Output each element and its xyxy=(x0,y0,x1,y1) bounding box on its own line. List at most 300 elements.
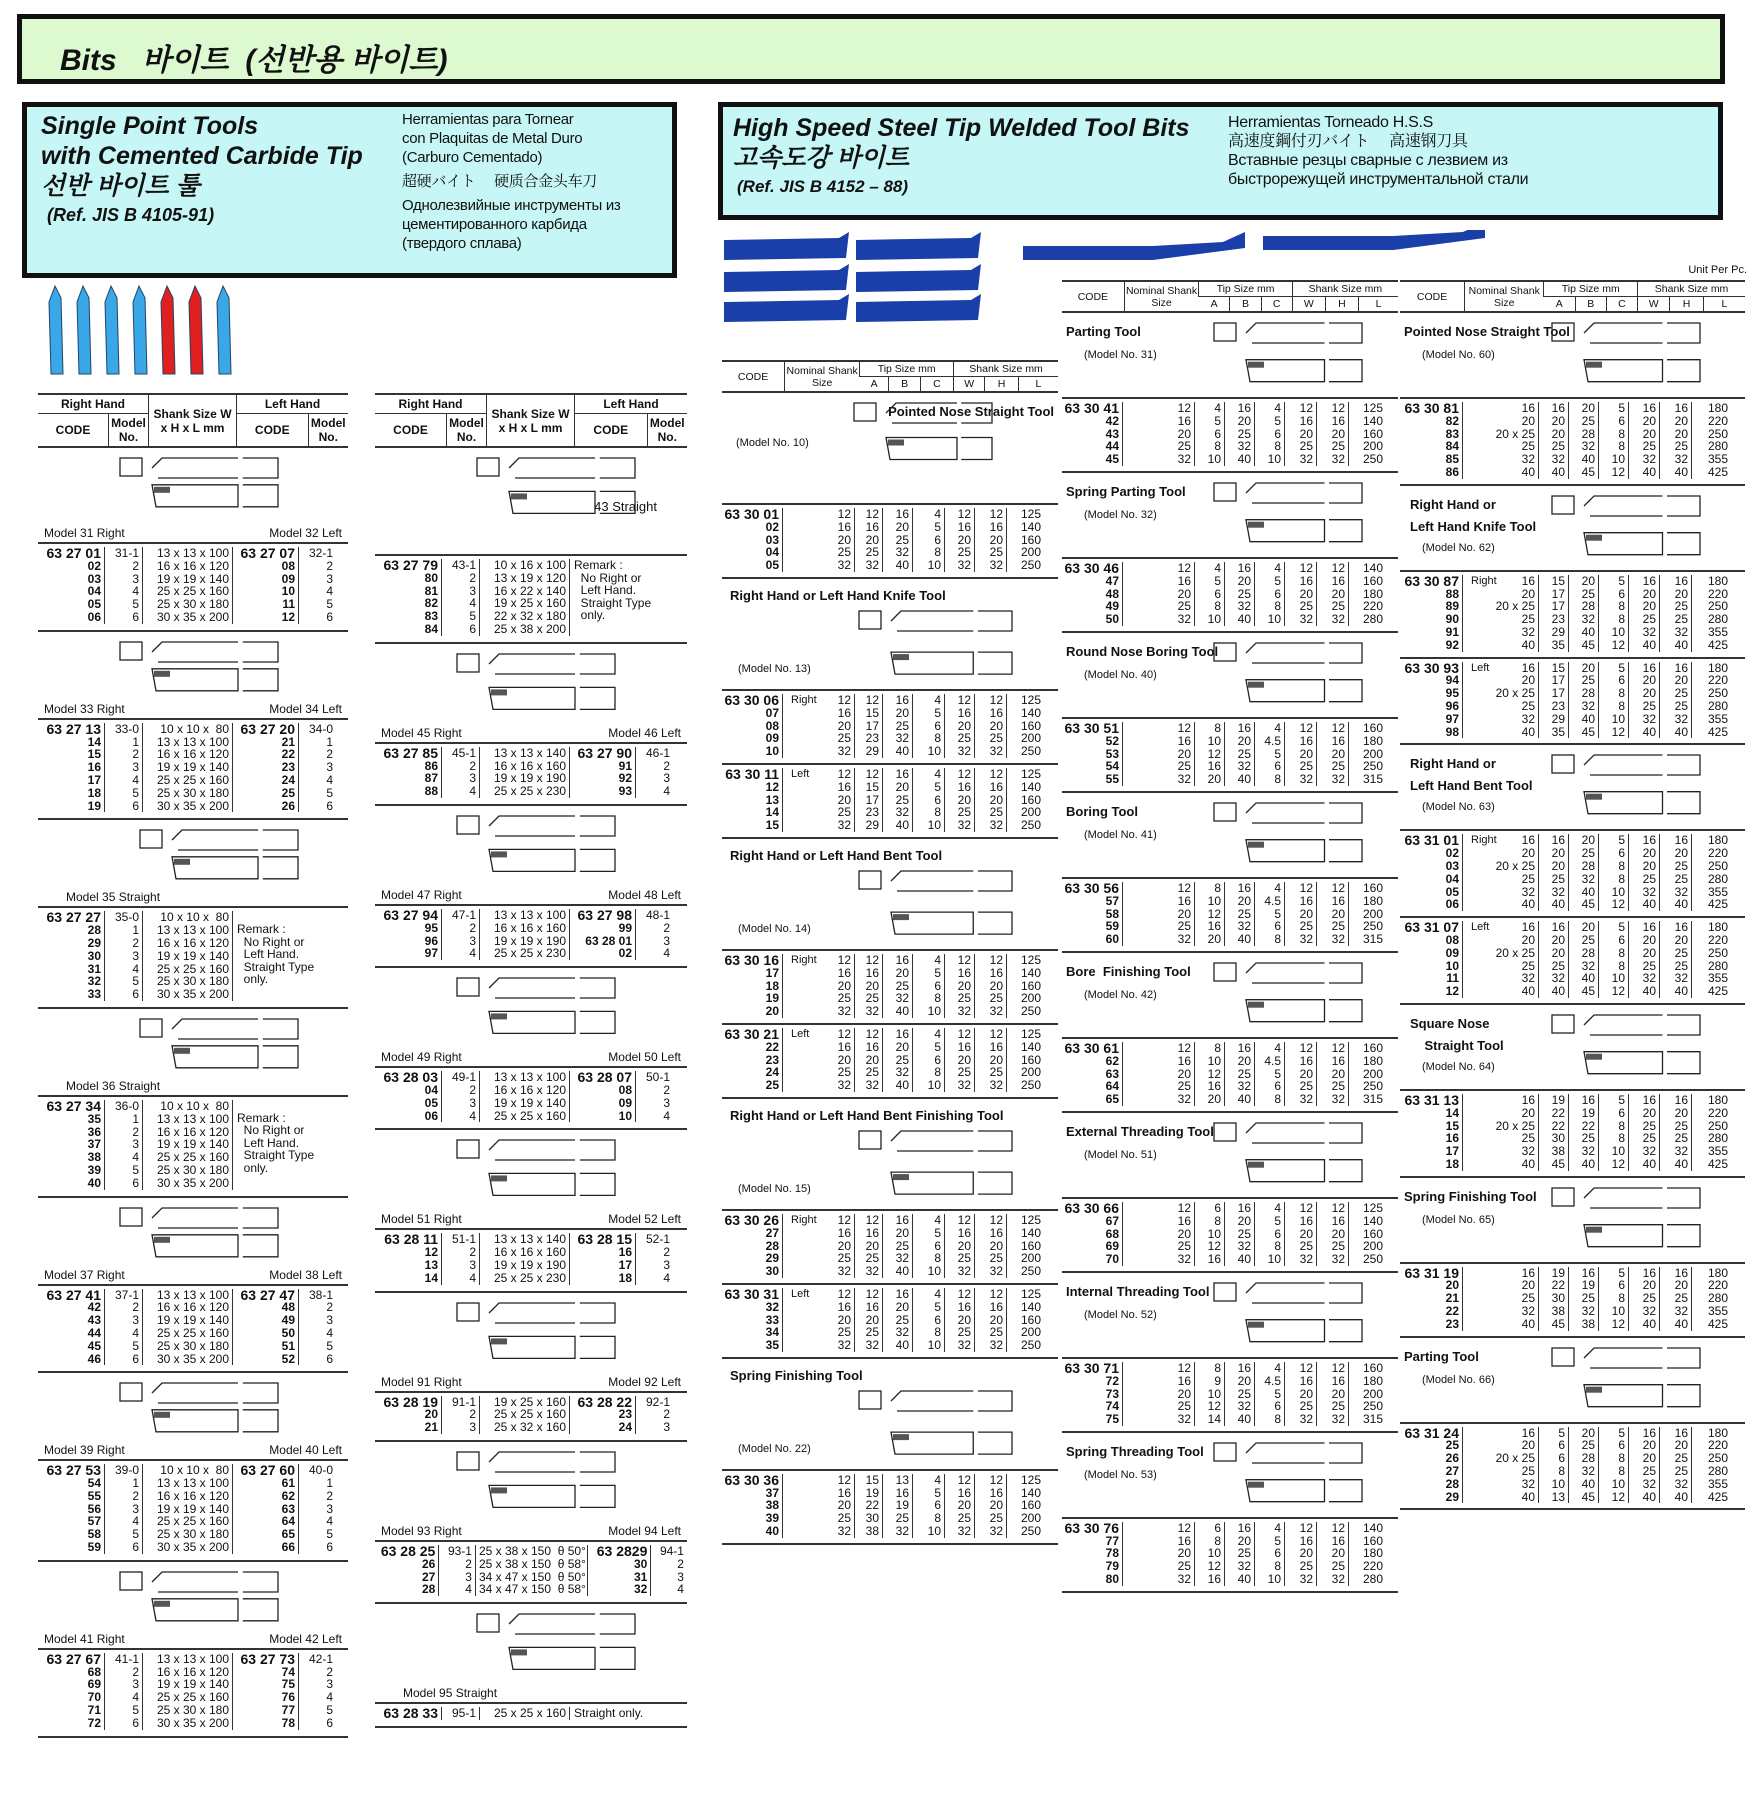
hss-section xyxy=(1400,313,1745,486)
cell-value: 160 xyxy=(1362,720,1383,735)
cell-value: 16 xyxy=(1207,1079,1221,1094)
cell-value: 25 xyxy=(895,792,909,807)
cell-value: 250 xyxy=(1362,1399,1383,1414)
cell-value: 20 xyxy=(1177,906,1191,921)
table-cell xyxy=(375,1707,441,1720)
cell-value: 16 xyxy=(837,1485,851,1500)
cell-value: 16 x 16 x 120 xyxy=(156,558,229,573)
table-cell xyxy=(1122,722,1194,786)
size-table-group xyxy=(1400,1264,1745,1338)
cell-value: 32 xyxy=(989,558,1003,573)
cell-value: 40 xyxy=(1674,897,1688,912)
cell-value: 20 xyxy=(895,705,909,720)
cell-value: 22 xyxy=(865,1498,879,1513)
cell-value: 40 xyxy=(1581,711,1595,726)
header-tip-size: Tip Size mm xyxy=(1199,281,1292,297)
cell-value: 10 xyxy=(1611,711,1625,726)
cell-value: 12 xyxy=(865,1026,879,1041)
table-cell xyxy=(1006,1214,1044,1278)
size-table-group xyxy=(1062,1519,1398,1593)
cell-value: 160 xyxy=(1020,1052,1041,1067)
cell-value: 25 xyxy=(1551,439,1565,454)
model-label-right: Model 31 Right xyxy=(44,526,125,540)
size-table-group xyxy=(722,1471,1058,1545)
table-cell xyxy=(1568,662,1598,739)
cell-value: 12 xyxy=(989,692,1003,707)
cell-value: 12 xyxy=(837,692,851,707)
cell-value: 40 xyxy=(1237,452,1251,467)
size-table-group xyxy=(722,1285,1058,1359)
cell-value: 40 xyxy=(1521,724,1535,739)
model-label-left: Model 50 Left xyxy=(608,1050,681,1065)
tool-drawing-icon xyxy=(455,1448,645,1516)
cell-value: 250 xyxy=(1707,1118,1728,1133)
cell-value: 16 xyxy=(989,1225,1003,1240)
cell-value: 19 x 19 x 140 xyxy=(156,948,229,963)
multilingual-line: (твердого сплава) xyxy=(402,235,522,252)
cell-value: 180 xyxy=(1362,733,1383,748)
cell-value: 32 xyxy=(837,818,851,833)
cell-value: 12 xyxy=(989,1472,1003,1487)
cell-value: 16 xyxy=(957,965,971,980)
hss-section xyxy=(1400,745,1745,1005)
cell-value: 10 xyxy=(1207,452,1221,467)
cell-value: 32 xyxy=(989,1004,1003,1019)
section-figure xyxy=(375,806,687,904)
header-row xyxy=(1062,281,1398,297)
table-cell xyxy=(1006,1028,1044,1092)
cell-value: 16 xyxy=(865,1299,879,1314)
cell-value: 43 xyxy=(87,1313,101,1328)
model-label-straight: Model 35 Straight xyxy=(66,890,161,905)
table-cell xyxy=(1062,559,1122,627)
cell-value: 32 xyxy=(895,805,909,820)
cell-value: 32 xyxy=(957,1264,971,1279)
section-figure xyxy=(1062,473,1398,559)
cell-value: 25 xyxy=(837,1325,851,1340)
cell-value: 4 xyxy=(1274,560,1281,575)
table-cell xyxy=(1316,1522,1348,1586)
model-label-straight: 43 Straight xyxy=(594,499,657,514)
cell-value: 2 xyxy=(132,558,139,573)
table-cell xyxy=(1659,662,1691,739)
tool-drawing-icon xyxy=(455,812,645,880)
table-cell xyxy=(1568,1267,1598,1331)
cell-value: 20 xyxy=(1299,1226,1313,1241)
table-cell xyxy=(912,1028,944,1092)
cell-value: 63 27 94 xyxy=(383,906,438,923)
cell-value: 40 xyxy=(1521,897,1535,912)
remark-line: No Right or xyxy=(574,570,642,585)
cell-value: 12 xyxy=(837,952,851,967)
cell-value: 06 xyxy=(87,609,101,624)
cell-value: 58 xyxy=(87,1527,101,1542)
tool-drawing-icon xyxy=(1550,1344,1730,1418)
cell-value: 38 xyxy=(87,1150,101,1165)
cell-value: 38 xyxy=(1551,1144,1565,1159)
cell-value: 5 xyxy=(1274,1386,1281,1401)
table-cell xyxy=(1348,402,1386,466)
tool-bit-photo xyxy=(77,286,91,374)
table-cell xyxy=(479,747,569,798)
cell-value: 45 xyxy=(87,1338,101,1353)
tool-bit-photo xyxy=(217,286,231,374)
tool-drawing-icon xyxy=(118,1379,308,1435)
cell-value: 12 xyxy=(1445,984,1459,999)
cell-value: 10 xyxy=(1207,893,1221,908)
cell-value: 220 xyxy=(1707,1278,1728,1293)
table-cell xyxy=(1691,662,1731,739)
cell-value: 4 xyxy=(1274,880,1281,895)
cell-value: 220 xyxy=(1707,1105,1728,1120)
table-cell xyxy=(587,1542,650,1597)
cell-value: 6 xyxy=(934,1052,941,1067)
cell-value: 200 xyxy=(1362,1239,1383,1254)
cell-value: 32 xyxy=(1521,624,1535,639)
tool-bit-photo xyxy=(49,286,63,374)
cell-value: 5 xyxy=(934,519,941,534)
cell-value: 6 xyxy=(934,1498,941,1513)
cell-value: 16 xyxy=(1642,1092,1656,1107)
cell-value: 20 xyxy=(1551,932,1565,947)
cell-value: 32 xyxy=(1299,772,1313,787)
cell-value: 25 xyxy=(1521,958,1535,973)
cell-value: 16 xyxy=(1581,1265,1595,1280)
cell-value: 180 xyxy=(1362,1373,1383,1388)
cell-value: 63 27 47 xyxy=(240,1286,295,1303)
model-table xyxy=(38,718,348,821)
hss-section xyxy=(722,1359,1058,1545)
cell-value: 125 xyxy=(1020,766,1041,781)
cell-value: 6 xyxy=(132,1351,139,1366)
cell-value: 20 xyxy=(1237,893,1251,908)
cell-value: 20 xyxy=(1521,1105,1535,1120)
table-cell xyxy=(1122,1522,1194,1586)
cell-value: 12 xyxy=(1177,880,1191,895)
cell-value: 63 27 73 xyxy=(240,1650,295,1667)
cell-value: 22 xyxy=(1551,1118,1565,1133)
cell-value: 4 xyxy=(1274,720,1281,735)
cell-value: 20 xyxy=(837,532,851,547)
cell-value: 32 xyxy=(1642,452,1656,467)
cell-value: 25 xyxy=(865,1325,879,1340)
model-label-straight: Model 36 Straight xyxy=(66,1078,161,1093)
cell-value: 32 xyxy=(1674,711,1688,726)
cell-value: 4 xyxy=(469,1270,476,1285)
cell-value: 82 xyxy=(1445,413,1459,428)
cell-value: 6 xyxy=(1274,426,1281,441)
cell-value: 12 xyxy=(1331,401,1345,415)
cell-value: 20 xyxy=(1642,858,1656,873)
section-figure xyxy=(722,839,1058,951)
cell-value: 10 xyxy=(1207,733,1221,748)
table-cell xyxy=(1224,402,1254,466)
cell-value: 4 xyxy=(326,772,333,787)
cell-value: 20 xyxy=(1237,1053,1251,1068)
cell-value: 20 xyxy=(957,978,971,993)
cell-value: 40 xyxy=(1237,772,1251,787)
cell-value: 4 xyxy=(663,1108,670,1123)
cell-value: 12 xyxy=(989,1026,1003,1041)
cell-value: 6 xyxy=(1558,1438,1565,1453)
cell-value: 5 xyxy=(1618,401,1625,415)
cell-value: 32 xyxy=(895,1524,909,1539)
cell-value: 8 xyxy=(1214,1040,1221,1055)
cell-value: 12 xyxy=(1177,401,1191,415)
cell-value: 52 xyxy=(1105,733,1119,748)
cell-value: 3 xyxy=(132,1313,139,1328)
table-cell xyxy=(854,1028,882,1092)
cell-value: 63 30 01 xyxy=(724,506,779,522)
table-cell xyxy=(722,951,782,1019)
cell-value: 25 xyxy=(1299,1239,1313,1254)
header-tip-size: Tip Size mm xyxy=(860,361,954,377)
cell-value: 160 xyxy=(1020,792,1041,807)
cell-value: 28 xyxy=(1581,426,1595,441)
model-number: (Model No. 66) xyxy=(1422,1373,1495,1386)
table-cell xyxy=(1659,1094,1691,1171)
cell-value: 200 xyxy=(1020,545,1041,560)
cell-value: 20 xyxy=(957,1052,971,1067)
cell-value: 20 xyxy=(1674,1438,1688,1453)
cell-value: 25 xyxy=(1331,1559,1345,1574)
cell-value: 12 xyxy=(1611,984,1625,999)
cell-value: 13 x 13 x 100 xyxy=(156,923,229,938)
cell-value: 16 xyxy=(837,519,851,534)
section-figure xyxy=(1062,1273,1398,1359)
cell-value: 180 xyxy=(1707,573,1728,588)
cell-value: 41-1 xyxy=(114,1651,139,1666)
cell-value: 30 xyxy=(765,1264,779,1279)
cell-value: 16 xyxy=(1237,1200,1251,1215)
cell-value: 20 xyxy=(1551,945,1565,960)
cell-value: 160 xyxy=(1362,426,1383,441)
cell-value: 16 xyxy=(1331,413,1345,428)
cell-value: 12 xyxy=(1331,1200,1345,1215)
table-cell xyxy=(1062,1359,1122,1427)
cell-value: 19 xyxy=(865,1485,879,1500)
table-cell xyxy=(104,1653,142,1730)
header-code: CODE xyxy=(575,414,647,448)
cell-value: 93 xyxy=(618,784,632,799)
cell-value: 20 xyxy=(837,1052,851,1067)
cell-value: 12 xyxy=(837,1026,851,1041)
cell-value: 20 x 25 xyxy=(1495,686,1535,701)
cell-value: 16 xyxy=(1177,1373,1191,1388)
cell-value: 10 xyxy=(1611,1304,1625,1319)
model-number: (Model No. 32) xyxy=(1084,508,1157,521)
model-number: (Model No. 64) xyxy=(1422,1060,1495,1073)
cell-value: 3 xyxy=(469,583,476,598)
cell-value: 20 xyxy=(895,519,909,534)
cell-value: 23 xyxy=(1551,698,1565,713)
cell-value: 25 xyxy=(989,731,1003,746)
cell-value: 180 xyxy=(1707,1092,1728,1107)
cell-value: 50 xyxy=(1105,612,1119,627)
cell-value: 63 30 51 xyxy=(1064,719,1119,736)
cell-value: 13 x 13 x 100 xyxy=(493,907,566,922)
cell-value: 425 xyxy=(1707,724,1728,739)
cell-value: 32 xyxy=(957,818,971,833)
cell-value: 13 x 13 x 100 xyxy=(156,546,229,560)
cell-value: 12 xyxy=(1177,1360,1191,1375)
carbide-tools-photo xyxy=(45,284,255,379)
table-cell xyxy=(1316,882,1348,946)
cell-value: 31 xyxy=(87,961,101,976)
cell-value: 20 xyxy=(1521,413,1535,428)
cell-value: 140 xyxy=(1020,779,1041,794)
cell-value: 13 x 13 x 100 xyxy=(493,1070,566,1085)
cell-value: 5 xyxy=(934,1225,941,1240)
header-col-l: L xyxy=(1018,377,1058,393)
cell-value: 12 xyxy=(1611,1489,1625,1504)
hss-title-line: 고속도강 바이트 xyxy=(733,144,909,172)
table-cell xyxy=(479,1233,569,1284)
cell-value: 125 xyxy=(1020,1472,1041,1487)
cell-value: 3 xyxy=(663,1420,670,1435)
model-table xyxy=(375,1228,687,1292)
cell-value: 16 xyxy=(989,705,1003,720)
tool-title: Boring Tool xyxy=(1066,803,1138,819)
cell-value: 27 xyxy=(421,1569,436,1584)
cell-value: 86 xyxy=(424,758,438,773)
cell-value: 49 xyxy=(1105,599,1119,614)
cell-value: 52-1 xyxy=(645,1232,670,1247)
cell-value: 10 xyxy=(1267,612,1281,627)
cell-value: 63 27 60 xyxy=(240,1462,295,1479)
cell-value: 180 xyxy=(1707,660,1728,675)
cell-value: 63 30 41 xyxy=(1064,400,1119,416)
cell-value: 16 xyxy=(1642,833,1656,848)
cell-value: 16 xyxy=(1581,1092,1595,1107)
cell-value: 30 x 35 x 200 xyxy=(156,798,229,813)
table-cell xyxy=(38,1286,104,1366)
table-cell xyxy=(104,911,142,1001)
cell-value: 35 xyxy=(1551,637,1565,652)
cell-value: 3 xyxy=(663,1095,670,1110)
cell-value: 16 xyxy=(1237,560,1251,575)
cell-value: 29 xyxy=(1445,1489,1459,1504)
cell-value: 4 xyxy=(132,961,139,976)
cell-value: 25 xyxy=(1674,1291,1688,1306)
cell-value: 25 xyxy=(837,805,851,820)
cell-value: 25 xyxy=(989,1325,1003,1340)
cell-value: 8 xyxy=(1214,1360,1221,1375)
cell-value: 13 x 19 x 120 xyxy=(493,570,566,585)
hss-tool-bit-photo xyxy=(856,294,981,322)
cell-value: 280 xyxy=(1707,439,1728,454)
cell-value: 12 xyxy=(989,1286,1003,1301)
cell-value: 16 xyxy=(1521,1092,1535,1107)
tool-drawing-icon xyxy=(857,867,1042,949)
table-cell xyxy=(375,906,441,961)
cell-value: 32 xyxy=(1177,1572,1191,1587)
table-cell xyxy=(782,1028,854,1092)
cell-value: 4 xyxy=(132,1150,139,1165)
table-cell xyxy=(1598,921,1628,998)
table-cell xyxy=(1348,722,1386,786)
cell-value: 32 xyxy=(957,558,971,573)
table-cell xyxy=(1462,1267,1538,1331)
cell-value: 32 xyxy=(1331,772,1345,787)
cell-value: 10 xyxy=(1207,1053,1221,1068)
cell-value: 95 xyxy=(424,920,438,935)
cell-value: 63 30 76 xyxy=(1064,1519,1119,1536)
cell-value: 32 xyxy=(1237,599,1251,614)
cell-value: 20 xyxy=(1299,586,1313,601)
cell-value: 16 xyxy=(895,766,909,781)
tool-drawing-icon xyxy=(1550,319,1730,393)
cell-value: 12 xyxy=(1611,897,1625,912)
cell-value: 11 xyxy=(282,597,295,612)
cell-value: 63 27 07 xyxy=(240,545,295,561)
cell-value: 355 xyxy=(1707,711,1728,726)
model-label-right: Model 91 Right xyxy=(381,1374,462,1389)
hss-section xyxy=(1062,1273,1398,1433)
section-figure xyxy=(722,393,1058,505)
cell-value: 32 xyxy=(1299,1412,1313,1427)
cell-value: 6 xyxy=(132,609,139,624)
cell-value: 04 xyxy=(765,545,779,560)
table-cell xyxy=(1122,562,1194,626)
cell-value: 92 xyxy=(618,771,632,786)
cell-value: 10 xyxy=(1611,1144,1625,1159)
cell-value: 63 27 53 xyxy=(46,1462,101,1479)
cell-value: 280 xyxy=(1707,1131,1728,1146)
cell-value: 40 xyxy=(1237,1092,1251,1107)
model-number: (Model No. 42) xyxy=(1084,988,1157,1001)
cell-value: 32 xyxy=(1581,439,1595,454)
table-cell xyxy=(1284,402,1316,466)
model-label-left: Model 48 Left xyxy=(608,887,681,902)
cell-value: 35 xyxy=(87,1111,101,1126)
cell-value: 32 xyxy=(1581,1144,1595,1159)
cell-value: 26 xyxy=(421,1556,436,1571)
cell-value: 16 xyxy=(895,507,909,521)
cell-value: 4 xyxy=(326,1690,333,1705)
model-table xyxy=(38,906,348,1009)
multilingual-line: 高速度鋼付刃バイト 高速钢刀具 xyxy=(1228,133,1468,150)
cell-value: 20 xyxy=(837,1312,851,1327)
table-cell xyxy=(142,911,232,1001)
cell-value: 30 x 35 x 200 xyxy=(156,1715,229,1730)
table-cell xyxy=(1538,662,1568,739)
table-cell xyxy=(1691,402,1731,479)
table-cell xyxy=(882,1214,912,1278)
cell-value: 22 xyxy=(1581,1118,1595,1133)
tool-drawing-icon xyxy=(1212,319,1392,393)
size-table-group xyxy=(722,951,1058,1025)
size-table-group xyxy=(1400,659,1745,746)
size-table-group xyxy=(1400,1424,1745,1511)
cell-value: 25 xyxy=(957,1325,971,1340)
cell-value: 25 x 38 x 200 xyxy=(493,621,566,636)
cell-value: 16 xyxy=(87,760,101,775)
cell-value: 30 xyxy=(87,948,101,963)
cell-value: 16 xyxy=(989,965,1003,980)
cell-value: 280 xyxy=(1707,698,1728,713)
header-col-l: L xyxy=(1703,297,1745,313)
section-figure xyxy=(375,968,687,1066)
carbide-section xyxy=(375,1604,687,1728)
cell-value: 8 xyxy=(934,1511,941,1526)
cell-value: 16 xyxy=(989,1485,1003,1500)
table-cell xyxy=(1122,402,1194,466)
size-table-group xyxy=(1400,831,1745,918)
tool-drawing-icon xyxy=(455,1299,645,1367)
carbide-table-header xyxy=(38,393,348,448)
tool-drawing-icon xyxy=(1550,1011,1730,1085)
